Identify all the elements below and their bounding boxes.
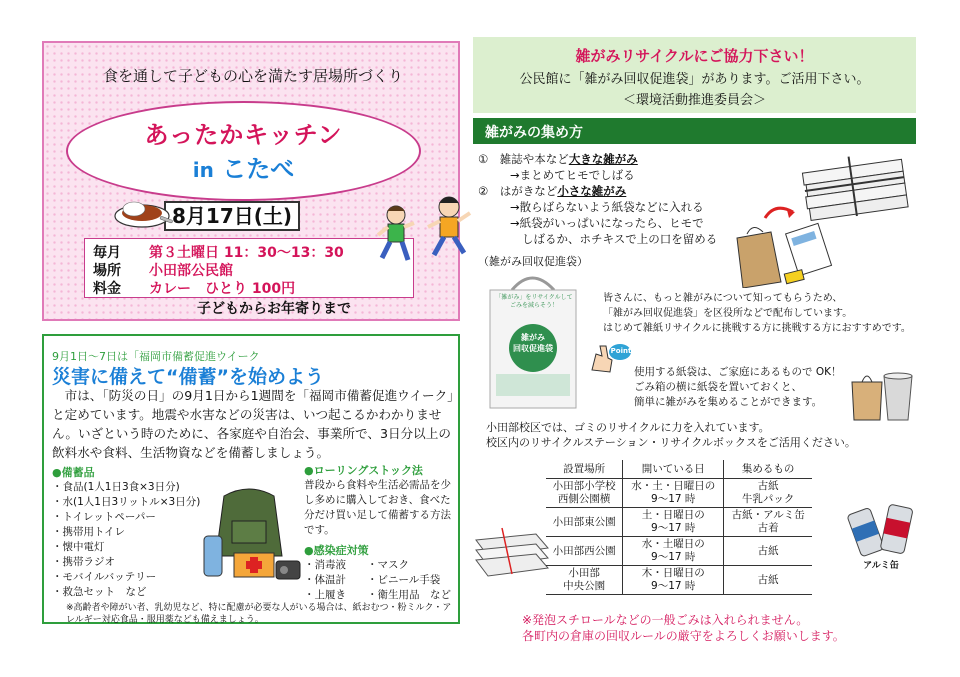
table-row bbox=[546, 479, 812, 508]
warning-line-2: 各町内の倉庫の回収ルールの厳守をよろしくお願いします。 bbox=[522, 629, 845, 643]
header-days: 開いている日 bbox=[623, 460, 724, 479]
point-line: ごみ箱の横に紙袋を置いておくと、 bbox=[634, 381, 802, 393]
info-key: 場所 bbox=[93, 263, 121, 279]
info-row-schedule bbox=[93, 242, 344, 262]
kitchen-footline: 子どもからお年寄りまで bbox=[197, 301, 351, 317]
kitchen-info-box bbox=[84, 238, 414, 298]
bag-title bbox=[509, 332, 557, 354]
school-text bbox=[486, 420, 916, 450]
list-item: ・食品(1人1日3食×3日分) bbox=[52, 481, 180, 493]
list-item: ・水(1人1日3リットル×3日分) bbox=[52, 496, 201, 508]
curry-plate-icon bbox=[114, 188, 174, 230]
list-item: ・懐中電灯 bbox=[52, 541, 105, 553]
header-place: 設置場所 bbox=[546, 460, 623, 479]
cell-items: 古紙 牛乳パック bbox=[724, 479, 812, 508]
rolling-stock-section bbox=[304, 462, 454, 603]
bag-title-line2: 回収促進袋 bbox=[513, 344, 553, 353]
step-1 bbox=[478, 151, 738, 167]
info-row-place bbox=[93, 260, 233, 280]
kitchen-date: 8月17日(土) bbox=[164, 201, 300, 231]
cell-days: 水・土曜日の 9〜17 時 bbox=[623, 537, 724, 566]
supplies-title: ●備蓄品 bbox=[52, 466, 95, 479]
point-text bbox=[634, 365, 854, 410]
list-item: ・救急セット など bbox=[52, 586, 147, 598]
disaster-stockpile-section bbox=[42, 334, 460, 624]
table-row bbox=[546, 508, 812, 537]
collection-method-bar bbox=[473, 118, 916, 144]
list-item: ・トイレットペーパー bbox=[52, 511, 156, 523]
recycle-stations-table bbox=[546, 460, 812, 595]
point-line: 簡単に雑がみを集めることができます。 bbox=[634, 396, 823, 408]
list-item: ・体温計 ・ビニール手袋 bbox=[304, 574, 441, 586]
point-hand-icon bbox=[586, 340, 632, 374]
collection-method-title: 雑がみの集め方 bbox=[485, 125, 583, 141]
collection-steps bbox=[478, 151, 738, 247]
infection-title: ●感染症対策 bbox=[304, 544, 369, 557]
stockpile-week-label: 9月1日〜7日は「福岡市備蓄促進ウイーク bbox=[52, 350, 260, 363]
bag-info-line: はじめて雑紙リサイクルに挑戦する方に挑戦する方におすすめです。 bbox=[603, 323, 911, 334]
running-children-icon bbox=[374, 193, 484, 273]
newspaper-bundle-icon bbox=[472, 520, 552, 582]
bag-info-line: 皆さんに、もっと雑がみについて知ってもらうため、 bbox=[603, 293, 843, 304]
recycle-committee: ＜環境活動推進委員会＞ bbox=[622, 93, 766, 108]
info-value: 小田部公民館 bbox=[149, 263, 233, 279]
cell-items: 古紙 bbox=[724, 566, 812, 595]
info-value: カレー ひとり 100円 bbox=[149, 281, 296, 297]
cell-days: 木・日曜日の 9〜17 時 bbox=[623, 566, 724, 595]
step-1-prefix: ① 雑誌や本など bbox=[478, 152, 569, 166]
recycle-header bbox=[473, 37, 916, 113]
point-label: Point bbox=[610, 347, 632, 355]
recycle-line2: 公民館に「雑がみ回収促進袋」があります。ご活用下さい。 bbox=[519, 72, 870, 87]
step-2-prefix: ② はがきなど bbox=[478, 184, 558, 198]
emergency-supplies-icon bbox=[194, 481, 304, 591]
warning-line-1: ※発泡スチロールなどの一般ごみは入れられません。 bbox=[522, 613, 809, 627]
bag-info-line: 「雑がみ回収促進袋」を区役所などで配布しています。 bbox=[603, 308, 853, 319]
cell-place: 小田部小学校 西側公園横 bbox=[546, 479, 623, 508]
kitchen-flyer bbox=[42, 41, 460, 321]
cell-items: 古紙・アルミ缶 古着 bbox=[724, 508, 812, 537]
info-row-fee bbox=[93, 278, 295, 298]
can-label: アルミ缶 bbox=[863, 561, 899, 571]
recycle-title: 雑がみリサイクルにご協力下さい！ bbox=[575, 47, 814, 65]
table-header-row bbox=[546, 460, 812, 479]
bag-label: （雑がみ回収促進袋） bbox=[478, 255, 588, 268]
bag-title-line1: 雑がみ bbox=[521, 333, 545, 342]
kitchen-place-name: こたべ bbox=[222, 155, 295, 183]
collection-bag bbox=[486, 270, 580, 410]
bag-small-text: 「雑がみ」をリサイクルしてごみを減らそう！ bbox=[495, 294, 573, 309]
school-line: 校区内のリサイクルステーション・リサイクルボックスをご活用ください。 bbox=[486, 436, 856, 449]
step-2-sub3: しばるか、ホチキスで上の口を留める bbox=[522, 232, 718, 246]
table-row bbox=[546, 537, 812, 566]
step-1-em: 大きな雑がみ bbox=[568, 152, 638, 166]
list-item: ・モバイルバッテリー bbox=[52, 571, 157, 583]
cell-place: 小田部 中央公園 bbox=[546, 566, 623, 595]
paper-bag-and-bin-icon bbox=[848, 366, 914, 422]
step-1-sub: →まとめてヒモでしばる bbox=[510, 168, 635, 182]
stockpile-body: 市は、「防災の日」の9月1日から1週間を「福岡市備蓄促進ウイーク」と定めています。地震や水害などの災害は、いつ起こるかわかりません。いざという時のために、各家庭や自治会、事業所で、3日分以上の飲料水や食料、生活物資などを備蓄しましょう。 bbox=[52, 388, 454, 460]
cell-days: 水・土・日曜日の 9〜17 時 bbox=[623, 479, 724, 508]
rolling-stock-title: ●ローリングストック法 bbox=[304, 464, 423, 477]
info-key: 料金 bbox=[93, 281, 121, 297]
step-2-em: 小さな雑がみ bbox=[557, 184, 627, 198]
cell-days: 土・日曜日の 9〜17 時 bbox=[623, 508, 724, 537]
list-item: ・消毒液 ・マスク bbox=[304, 559, 409, 571]
table-row bbox=[546, 566, 812, 595]
step-2-sub2: →紙袋がいっぱいになったら、ヒモで bbox=[510, 216, 704, 230]
infection-items bbox=[304, 558, 454, 603]
cell-items: 古紙 bbox=[724, 537, 812, 566]
step-2-sub1: →散らばらないよう紙袋などに入れる bbox=[510, 200, 704, 214]
step-2 bbox=[478, 183, 738, 199]
list-item: ・上履き ・衛生用品 など bbox=[304, 589, 451, 601]
info-value: 第３土曜日 11：30〜13：30 bbox=[149, 245, 344, 261]
header-items: 集めるもの bbox=[724, 460, 812, 479]
school-line: 小田部校区では、ゴミのリサイクルに力を入れています。 bbox=[486, 421, 770, 434]
kitchen-title: あったかキッチン bbox=[144, 121, 343, 149]
aluminum-cans bbox=[842, 492, 918, 572]
list-item: ・携帯用トイレ bbox=[52, 526, 125, 538]
list-item: ・携帯ラジオ bbox=[52, 556, 115, 568]
supplies-list bbox=[52, 464, 202, 600]
info-key: 毎月 bbox=[93, 245, 121, 261]
paper-bundle-icon bbox=[735, 148, 915, 288]
kitchen-in: in bbox=[192, 158, 214, 182]
point-badge bbox=[586, 340, 632, 374]
cell-place: 小田部東公園 bbox=[546, 508, 623, 537]
cell-place: 小田部西公園 bbox=[546, 537, 623, 566]
stockpile-heading: 災害に備えて“備蓄”を始めよう bbox=[52, 366, 324, 388]
supplies-items bbox=[52, 480, 202, 600]
stockpile-note: ※高齢者や障がい者、乳幼児など、特に配慮が必要な人がいる場合は、紙おむつ・粉ミルク・アレルギー対応食品・服用薬なども備えましょう。 bbox=[66, 603, 452, 625]
kitchen-tagline: 食を通して子どもの心を満たす居場所づくり bbox=[102, 67, 403, 85]
point-line: 使用する紙袋は、ご家庭にあるもので OK！ bbox=[634, 366, 842, 378]
bag-info bbox=[603, 291, 919, 336]
kitchen-subtitle bbox=[66, 149, 421, 184]
rolling-stock-text: 普段から食料や生活必需品を少し多めに購入しておき、食べた分だけ買い足して備蓄する方法です。 bbox=[304, 479, 451, 536]
aluminum-can-icon bbox=[842, 492, 918, 560]
